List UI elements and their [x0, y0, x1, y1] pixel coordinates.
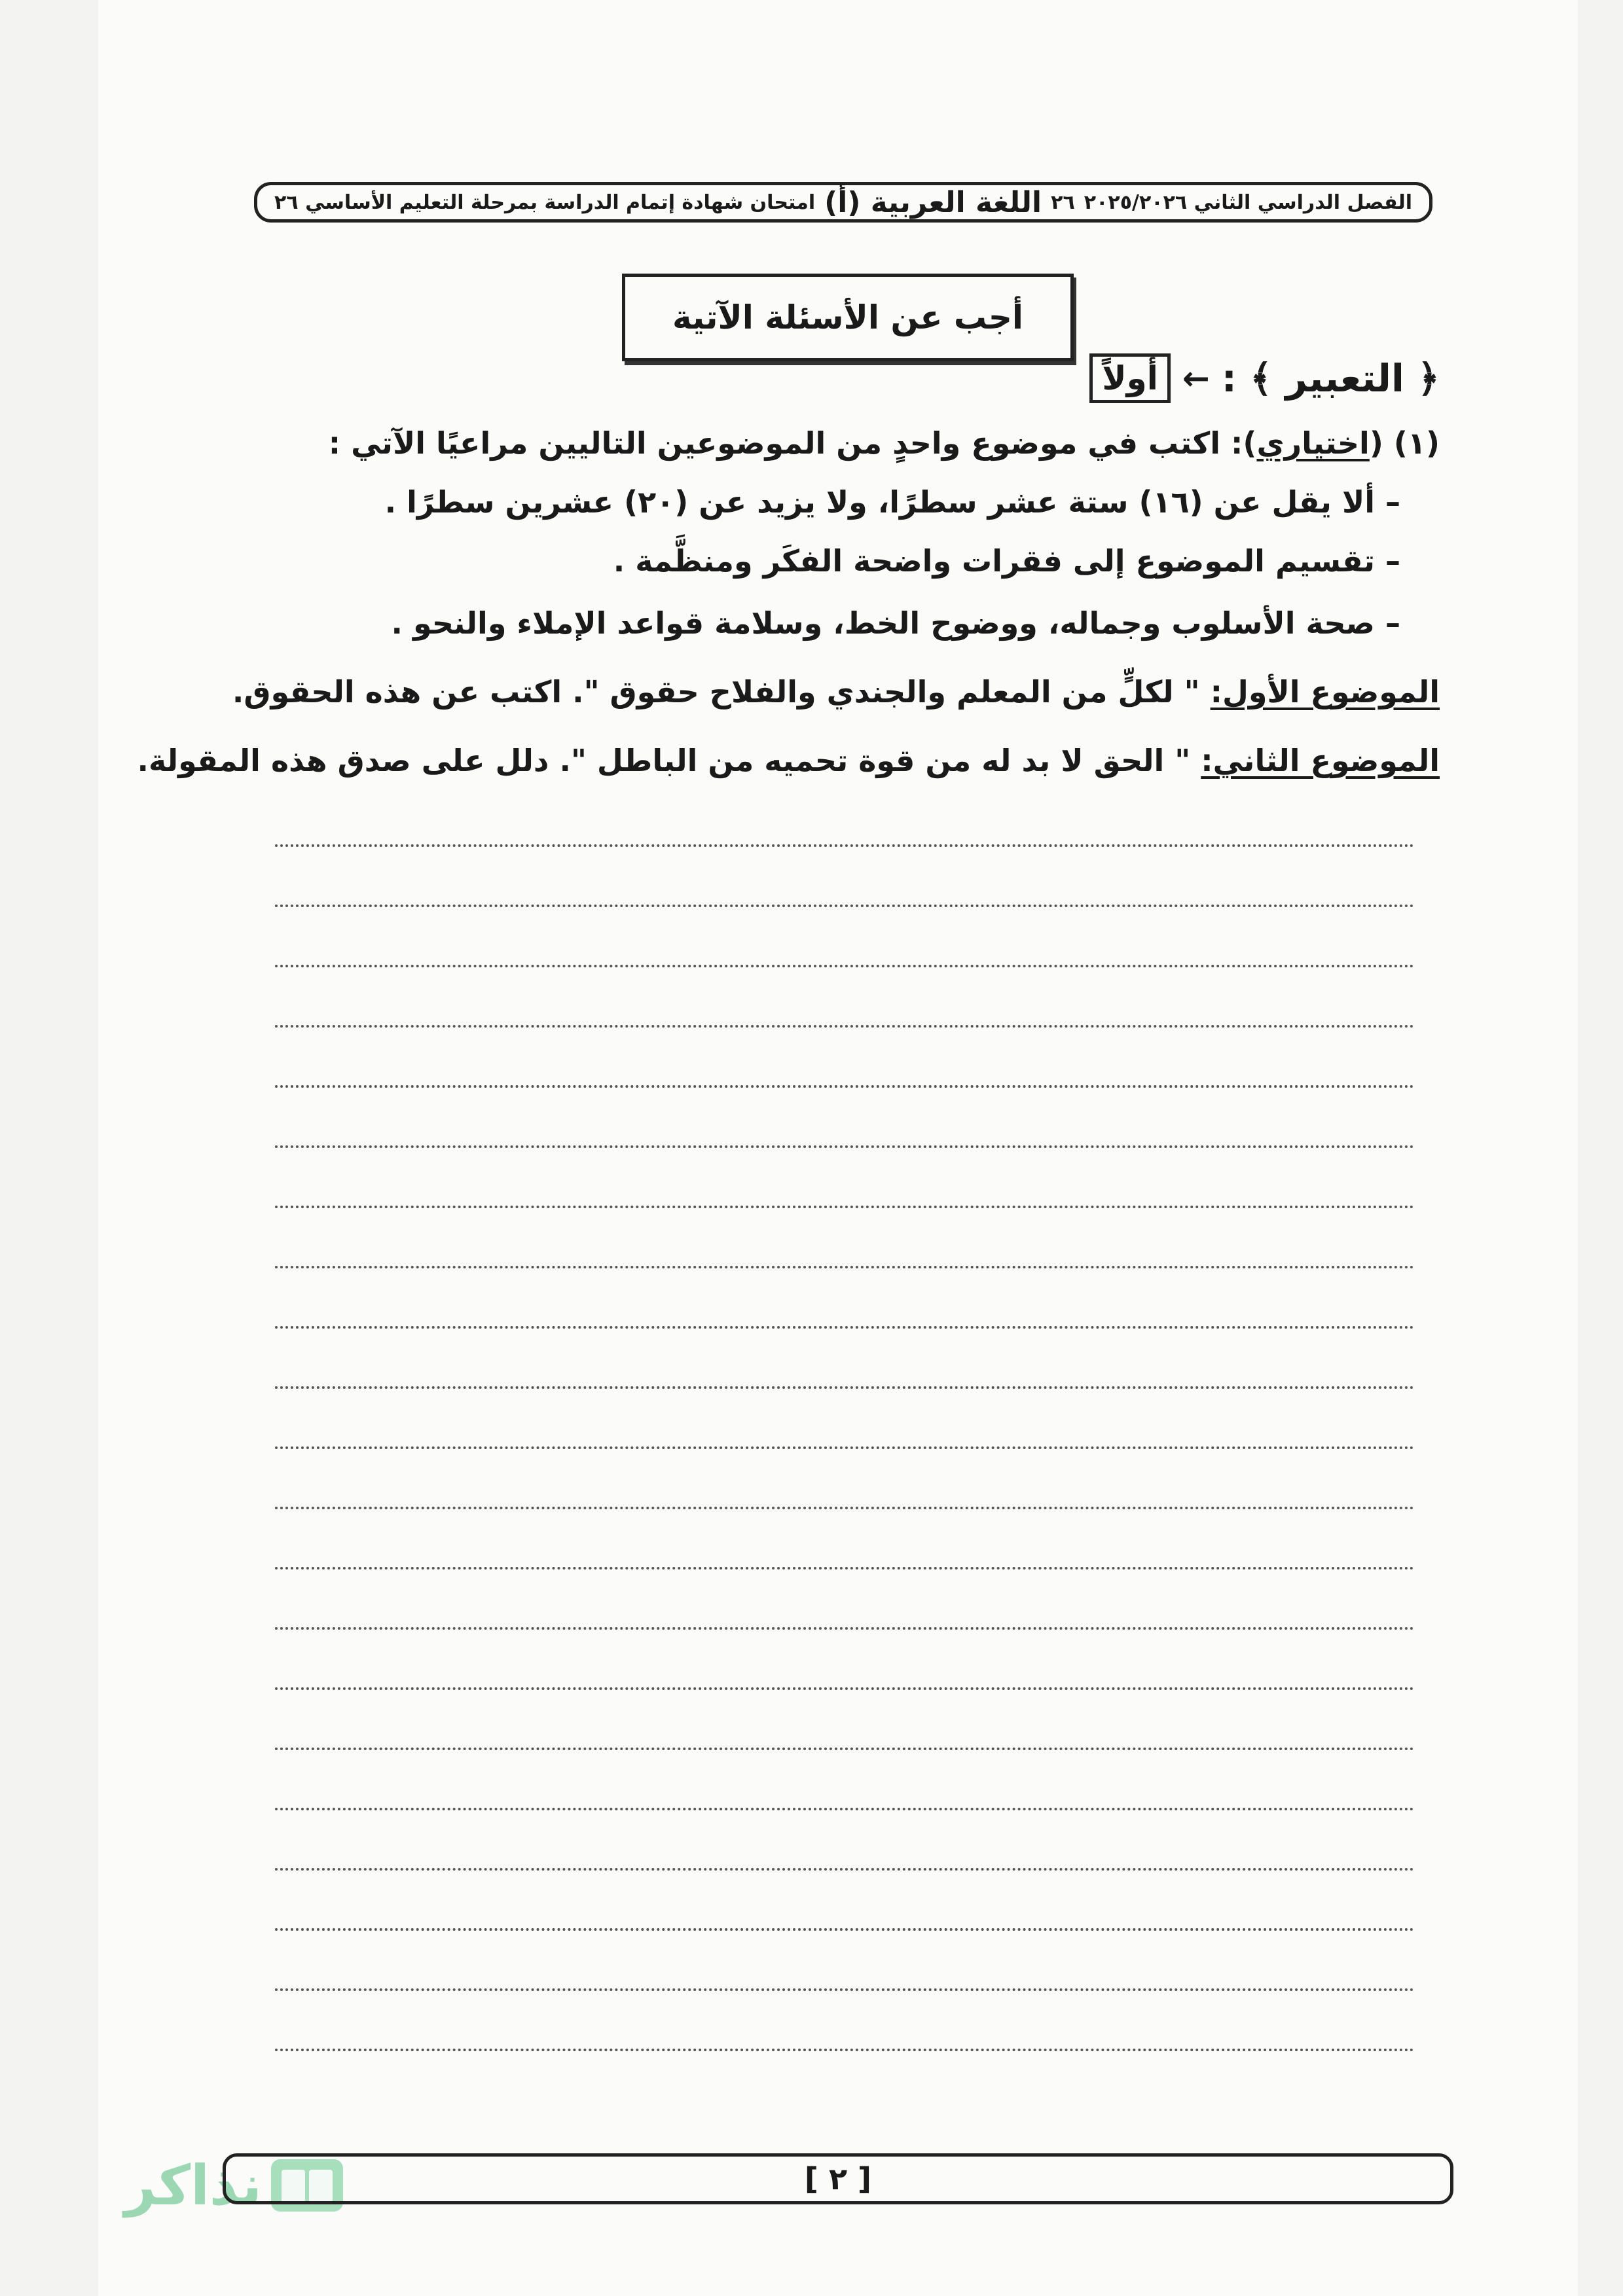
answer-line[interactable]: [275, 1687, 1414, 1690]
subject-name: اللغة العربية (أ): [824, 185, 1042, 219]
question-prefix: (١) (: [1369, 425, 1440, 461]
topic-two: [137, 743, 1440, 778]
answer-line[interactable]: [275, 1928, 1414, 1931]
instruction-box: أجب عن الأسئلة الآتية: [622, 274, 1074, 361]
answer-line[interactable]: [275, 1507, 1414, 1509]
section-heading: [1089, 353, 1440, 403]
exam-header: [254, 182, 1432, 223]
question-line: [329, 425, 1440, 461]
topic-one-label: الموضوع الأول:: [1210, 674, 1440, 709]
answer-line[interactable]: [275, 1145, 1414, 1148]
page-number: [ ٢ ]: [804, 2161, 872, 2197]
rule-item: – ألا يقل عن (١٦) ستة عشر سطرًا، ولا يزيد عن (٢٠) عشرين سطرًا .: [384, 484, 1400, 520]
arrow-icon: ←: [1182, 359, 1210, 397]
answer-line[interactable]: [275, 1446, 1414, 1449]
answer-line[interactable]: [275, 844, 1414, 847]
answer-line[interactable]: [275, 1567, 1414, 1570]
exam-number: ٢٦: [1051, 190, 1075, 214]
answer-line[interactable]: [275, 965, 1414, 967]
answer-line[interactable]: [275, 1326, 1414, 1329]
topic-one-text: " لكلٍّ من المعلم والجندي والفلاح حقوق ". اكتب عن هذه الحقوق.: [232, 674, 1200, 709]
answer-line[interactable]: [275, 2049, 1414, 2051]
question-choice-word: اختياري: [1256, 425, 1370, 461]
rule-item: – تقسيم الموضوع إلى فقرات واضحة الفكَر ومنظَّمة .: [613, 543, 1400, 579]
answer-line[interactable]: [275, 1868, 1414, 1871]
topic-one: [232, 674, 1440, 709]
rule-item: – صحة الأسلوب وجماله، ووضوح الخط، وسلامة قواعد الإملاء والنحو .: [391, 605, 1400, 641]
page-footer: [223, 2153, 1453, 2204]
answer-line[interactable]: [275, 1627, 1414, 1630]
answer-line[interactable]: [275, 1085, 1414, 1088]
answer-line[interactable]: [275, 905, 1414, 907]
topic-two-text: " الحق لا بد له من قوة تحميه من الباطل ". دلل على صدق هذه المقولة.: [137, 743, 1191, 778]
watermark-text: نذاكر: [124, 2153, 262, 2217]
section-title: ﴿ التعبير ﴾ :: [1221, 356, 1440, 401]
question-text: ): اكتب في موضوع واحدٍ من الموضوعين التاليين مراعيًا الآتي :: [328, 425, 1257, 461]
answer-line[interactable]: [275, 1025, 1414, 1028]
section-label: أولاً: [1089, 353, 1170, 403]
answer-line[interactable]: [275, 1808, 1414, 1810]
answer-line[interactable]: [275, 1206, 1414, 1208]
answer-line[interactable]: [275, 1748, 1414, 1750]
topic-two-label: الموضوع الثاني:: [1201, 743, 1440, 778]
answer-line[interactable]: [275, 1988, 1414, 1991]
answer-line[interactable]: [275, 1266, 1414, 1268]
term-label: الفصل الدراسي الثاني ٢٠٢٥/٢٠٢٦: [1084, 190, 1412, 214]
answer-line[interactable]: [275, 1386, 1414, 1389]
exam-title: امتحان شهادة إتمام الدراسة بمرحلة التعليم الأساسي ٢٦: [274, 190, 816, 214]
